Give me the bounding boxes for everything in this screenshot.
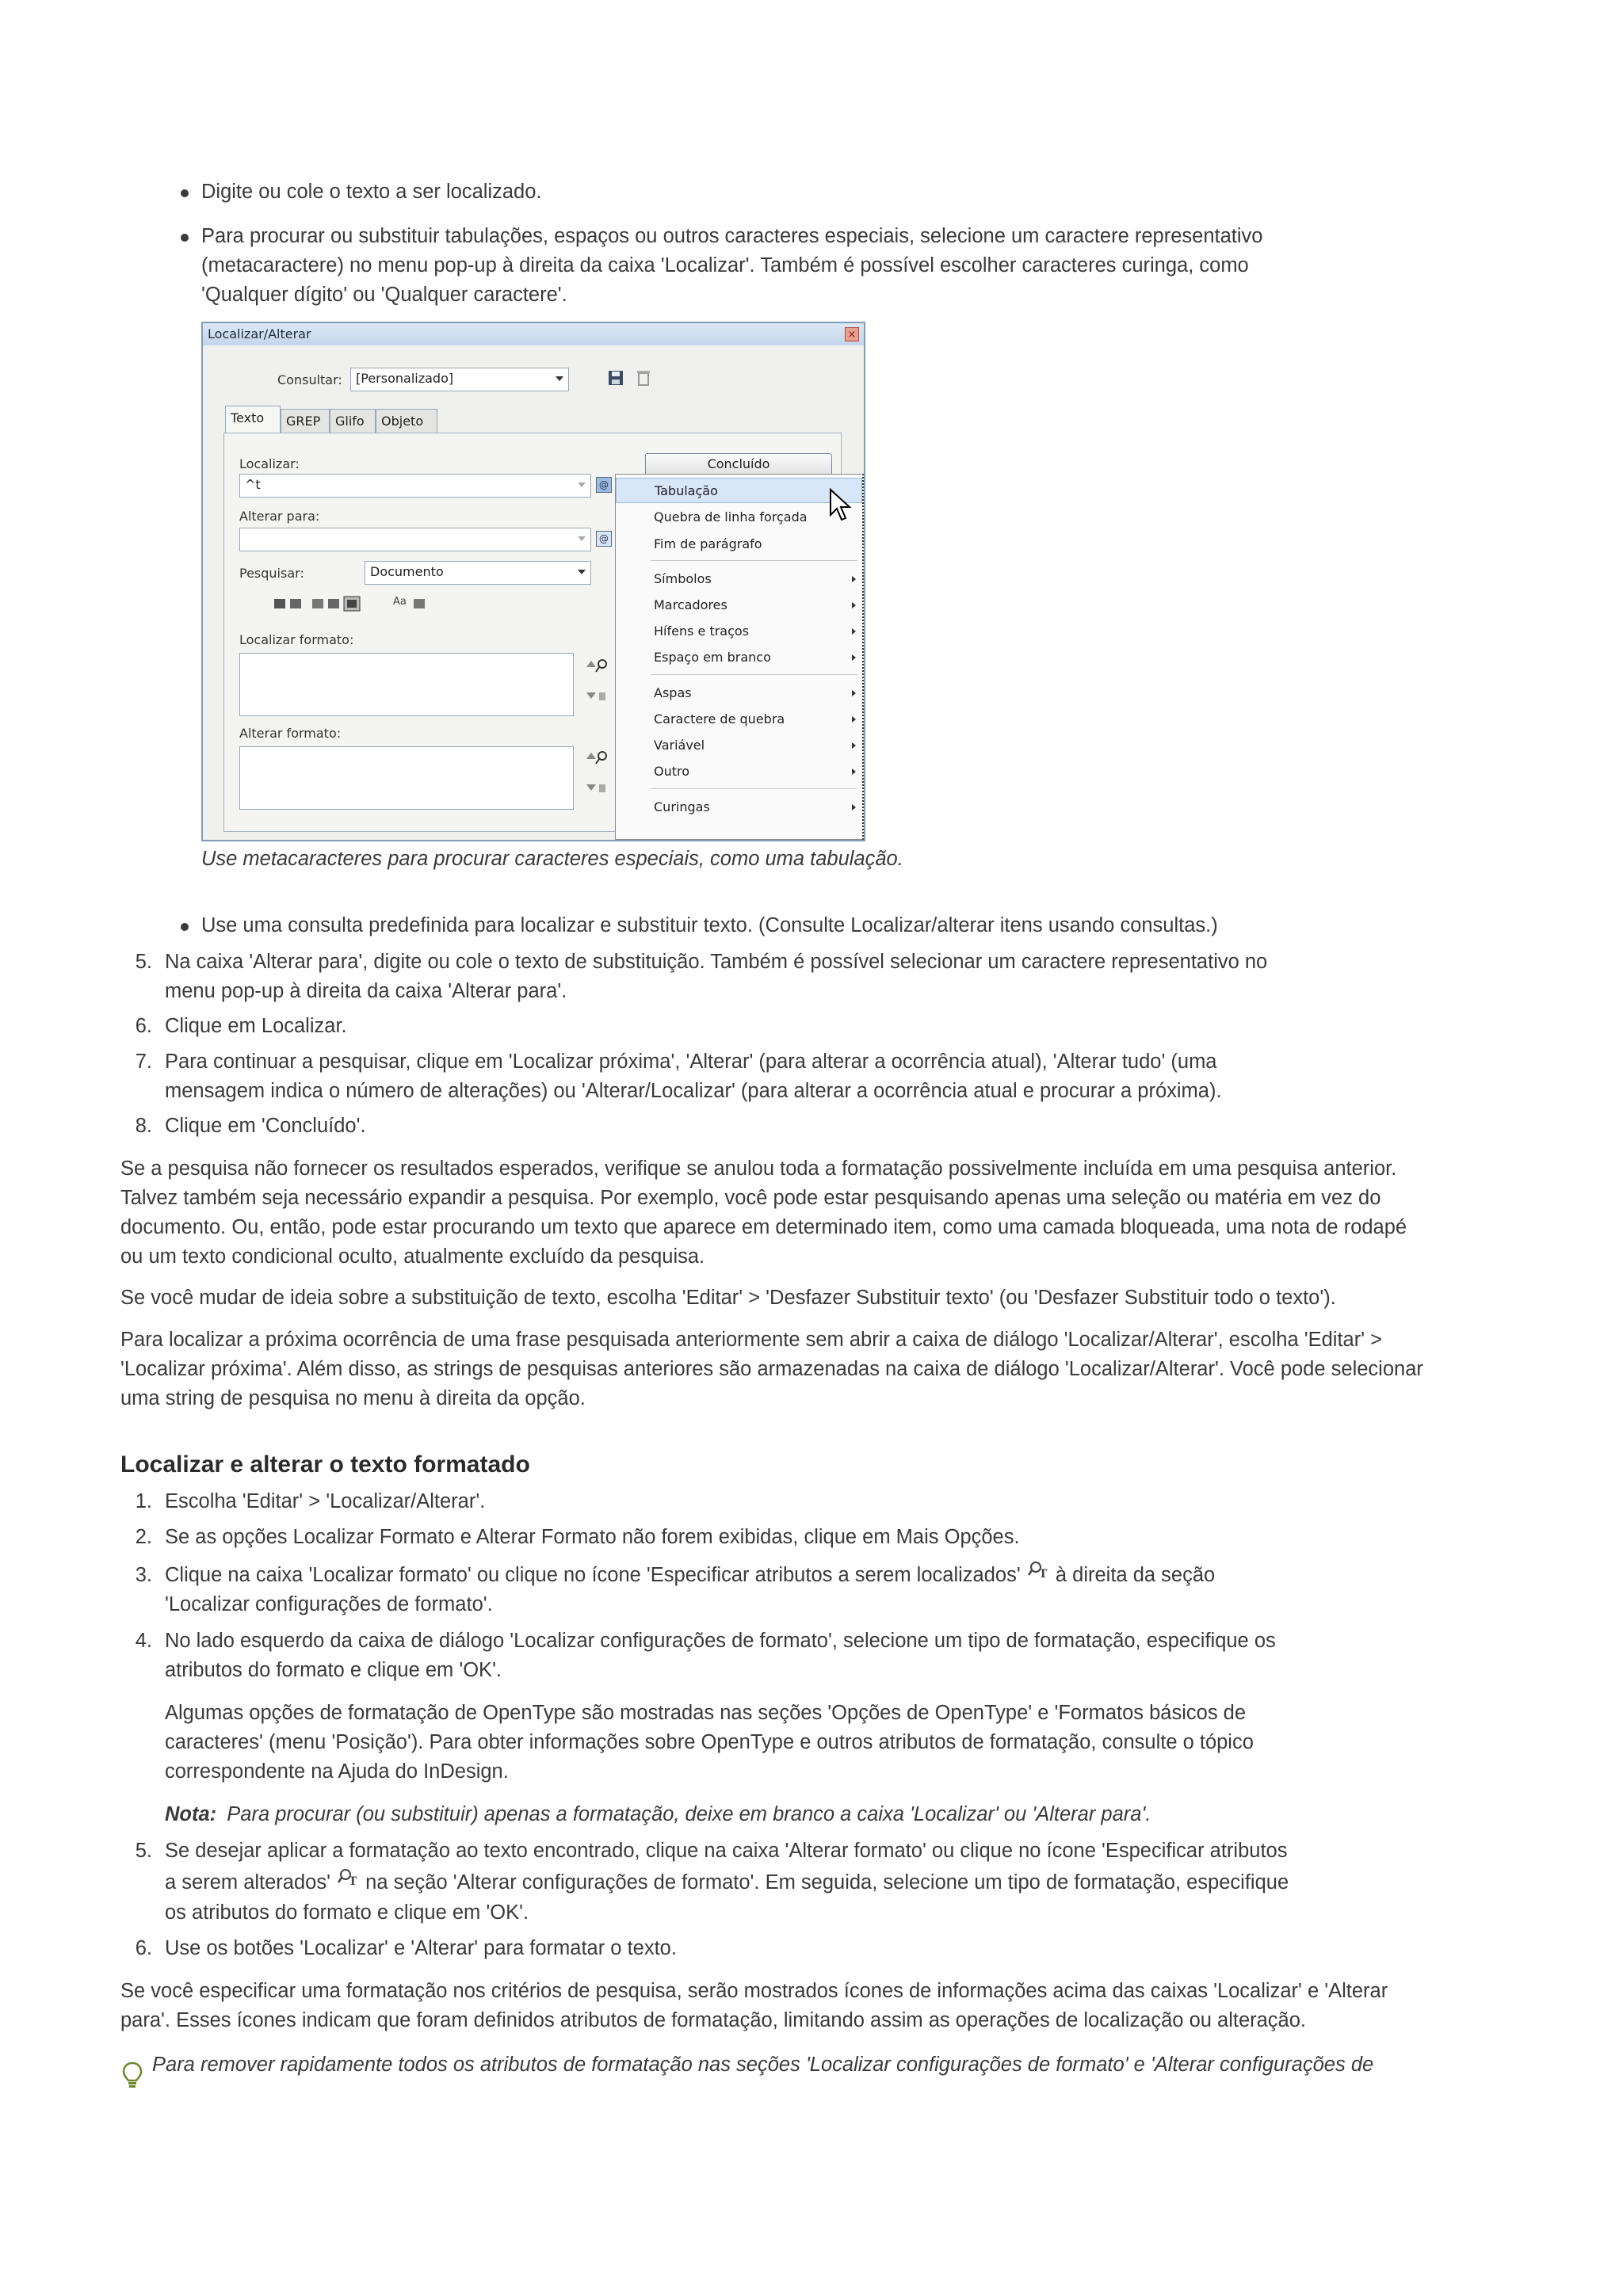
- step-number: 5.: [135, 1840, 152, 1862]
- special-chars-icon: @: [596, 477, 612, 493]
- step-text: menu pop-up à direita da caixa 'Alterar para'.: [165, 980, 567, 1002]
- chevron-right-icon: [852, 602, 856, 608]
- menu-item-curingas: [616, 795, 862, 820]
- step-number: 4.: [135, 1630, 152, 1652]
- step-text: No lado esquerdo da caixa de diálogo 'Localizar configurações de formato', selecione um tipo de formatação, especifique os: [165, 1630, 1276, 1652]
- menu-item-label: Marcadores: [654, 597, 727, 612]
- step-text: os atributos do formato e clique em 'OK'.: [165, 1901, 529, 1924]
- tab-objeto: Objeto: [376, 409, 437, 433]
- menu-item-label: Aspas: [654, 685, 692, 700]
- tab-texto: Texto: [225, 406, 281, 433]
- step-number: 3.: [135, 1564, 152, 1586]
- svg-text:T: T: [1038, 1568, 1048, 1581]
- chevron-right-icon: [852, 769, 856, 775]
- svg-text:T: T: [349, 1875, 357, 1889]
- trash-icon: [636, 369, 651, 387]
- tab-grep: GREP: [281, 409, 330, 433]
- menu-item-label: Caractere de quebra: [654, 711, 785, 727]
- paragraph-line: ou um texto condicional oculto, atualmente excluído da pesquisa.: [120, 1245, 705, 1268]
- step-text: mensagem indica o número de alterações) ou 'Alterar/Localizar' (para alterar a ocorrência atual e procurar a próxima).: [165, 1080, 1222, 1102]
- step-number: 1.: [135, 1490, 152, 1512]
- step-text: [165, 1868, 1289, 1897]
- note-body: Para procurar (ou substituir) apenas a formatação, deixe em branco a caixa 'Localizar' ou 'Alterar para'.: [227, 1803, 1151, 1825]
- paragraph-line: uma string de pesquisa no menu à direita da opção.: [120, 1387, 586, 1409]
- menu-separator: [651, 788, 857, 789]
- dialog-title: Localizar/Alterar: [203, 323, 864, 345]
- step-number: 8.: [135, 1115, 152, 1137]
- consultar-select: [350, 368, 569, 391]
- paragraph-line: Se a pesquisa não fornecer os resultados esperados, verifique se anulou toda a formatação possivelmente incluída em uma pesquisa anterior.: [120, 1158, 1397, 1180]
- chevron-right-icon: [852, 716, 856, 723]
- consultar-label: Consultar:: [277, 372, 342, 387]
- step-text: atributos do formato e clique em 'OK'.: [165, 1659, 502, 1681]
- change-format-icon: [336, 1867, 360, 1888]
- save-icon: [607, 369, 624, 387]
- case-sensitive-label: Aa: [393, 596, 407, 608]
- step-number: 6.: [135, 1937, 152, 1959]
- menu-item-caractere-quebra: [616, 707, 862, 732]
- menu-item-outro: [616, 759, 862, 784]
- bullet: [181, 923, 189, 931]
- note: [165, 1800, 1151, 1829]
- menu-item-label: Hífens e traços: [654, 624, 750, 639]
- chevron-right-icon: [852, 654, 856, 661]
- step-text: Se desejar aplicar a formatação ao texto encontrado, clique na caixa 'Alterar formato' ou clique no ícone 'Especificar atributos: [165, 1840, 1288, 1862]
- menu-item-aspas: [616, 681, 862, 706]
- step-paragraph: correspondente na Ajuda do InDesign.: [165, 1760, 509, 1783]
- menu-item-label: Espaço em branco: [654, 650, 771, 665]
- localizar-formato-label: Localizar formato:: [239, 632, 354, 647]
- bullet-text: Digite ou cole o texto a ser localizado.: [201, 181, 542, 203]
- bullet-text: Para procurar ou substituir tabulações, espaços ou outros caracteres especiais, selecione um caractere representativo: [201, 225, 1263, 247]
- step-text: [165, 1561, 1215, 1590]
- step-text: Na caixa 'Alterar para', digite ou cole o texto de substituição. Também é possível selecionar um caractere representativo no: [165, 951, 1268, 973]
- pesquisar-select: [365, 561, 591, 585]
- step-text-part: a serem alterados': [165, 1871, 330, 1894]
- section-heading: Localizar e alterar o texto formatado: [120, 1451, 530, 1478]
- localizar-formato-box: [239, 653, 574, 716]
- alterar-formato-label: Alterar formato:: [239, 726, 342, 741]
- chevron-down-icon: [578, 570, 586, 574]
- localizar-label: Localizar:: [239, 456, 300, 471]
- menu-item-fim-paragrafo: Fim de parágrafo: [654, 536, 762, 551]
- find-format-icon: [583, 656, 610, 711]
- find-change-dialog-screenshot: [201, 322, 865, 841]
- localizar-value: ^t: [245, 477, 261, 492]
- alterar-formato-box: [239, 746, 574, 810]
- menu-item-quebra-linha: Quebra de linha forçada: [654, 509, 808, 524]
- pesquisar-value: Documento: [370, 564, 444, 579]
- menu-separator: [651, 674, 857, 675]
- bullet-text: (metacaractere) no menu pop-up à direita da caixa 'Localizar'. Também é possível escolher caracteres curinga, como: [201, 254, 1249, 277]
- tip-text: Para remover rapidamente todos os atributos de formatação nas seções 'Localizar configurações de formato' e 'Alterar configurações de: [152, 2054, 1374, 2076]
- chevron-right-icon: [852, 742, 856, 749]
- menu-separator: [651, 560, 857, 561]
- chevron-right-icon: [852, 804, 856, 810]
- mouse-cursor-icon: [829, 488, 853, 523]
- menu-item-espaco: [616, 645, 862, 670]
- chevron-down-icon: [556, 376, 563, 381]
- menu-item-tabulacao: Tabulação: [616, 478, 862, 503]
- step-text: Para continuar a pesquisar, clique em 'Localizar próxima', 'Alterar' (para alterar a ocorrência atual), 'Alterar tudo' (uma: [165, 1051, 1217, 1073]
- bullet-text: 'Qualquer dígito' ou 'Qualquer caractere'.: [201, 284, 567, 306]
- menu-item-marcadores: [616, 593, 862, 618]
- bullet: [181, 234, 189, 242]
- paragraph-line: Se você mudar de ideia sobre a substituição de texto, escolha 'Editar' > 'Desfazer Substituir texto' (ou 'Desfazer Substituir todo o texto').: [120, 1287, 1336, 1309]
- paragraph-line: Talvez também seja necessário expandir a pesquisa. Por exemplo, você pode estar pesquisando apenas uma seleção ou matéria em vez do: [120, 1187, 1381, 1209]
- chevron-right-icon: [852, 576, 856, 582]
- step-number: 6.: [135, 1015, 152, 1037]
- menu-item-label: Outro: [654, 764, 690, 779]
- localizar-field: [239, 474, 591, 498]
- search-options-icons: [273, 594, 447, 613]
- paragraph-line: 'Localizar próxima'. Além disso, as strings de pesquisas anteriores são armazenadas na caixa de diálogo 'Localizar/Alterar'. Você pode selecionar: [120, 1358, 1423, 1380]
- paragraph-line: Se você especificar uma formatação nos critérios de pesquisa, serão mostrados ícones de informações acima das caixas 'Localizar' e 'Alterar: [120, 1980, 1388, 2002]
- step-text: Se as opções Localizar Formato e Alterar Formato não forem exibidas, clique em Mais Opções.: [165, 1526, 1020, 1548]
- find-format-icon: [1026, 1560, 1050, 1581]
- change-format-icon: [583, 748, 610, 803]
- metacharacter-menu: [615, 474, 864, 840]
- note-label: Nota:: [165, 1803, 217, 1825]
- step-text: Use os botões 'Localizar' e 'Alterar' para formatar o texto.: [165, 1937, 677, 1959]
- menu-item-label: Símbolos: [654, 571, 712, 586]
- consultar-value: [Personalizado]: [356, 371, 454, 386]
- menu-item-simbolos: [616, 566, 862, 592]
- paragraph-line: documento. Ou, então, pode estar procurando um texto que aparece em determinado item, como uma camada bloqueada, uma nota de rodapé: [120, 1216, 1407, 1238]
- step-text-part: Clique na caixa 'Localizar formato' ou clique no ícone 'Especificar atributos a serem localizados': [165, 1564, 1021, 1586]
- step-number: 5.: [135, 951, 152, 973]
- chevron-down-icon: [578, 482, 586, 487]
- pesquisar-label: Pesquisar:: [239, 566, 304, 581]
- tab-glifo: Glifo: [330, 409, 376, 433]
- paragraph-line: Para localizar a próxima ocorrência de uma frase pesquisada anteriormente sem abrir a caixa de diálogo 'Localizar/Alterar', escolha 'Editar' >: [120, 1329, 1383, 1351]
- chevron-right-icon: [852, 690, 856, 696]
- step-text: Clique em Localizar.: [165, 1015, 347, 1037]
- step-text: Escolha 'Editar' > 'Localizar/Alterar'.: [165, 1490, 486, 1512]
- alterar-para-label: Alterar para:: [239, 509, 320, 524]
- chevron-right-icon: [852, 628, 856, 635]
- step-text: Clique em 'Concluído'.: [165, 1115, 366, 1137]
- step-number: 7.: [135, 1051, 152, 1073]
- lightbulb-icon: [122, 2061, 143, 2088]
- alterar-para-field: [239, 528, 591, 551]
- menu-item-hifens: [616, 619, 862, 644]
- step-text: 'Localizar configurações de formato'.: [165, 1593, 493, 1615]
- paragraph-line: para'. Esses ícones indicam que foram definidos atributos de formatação, limitando assim as operações de localização ou alteração.: [120, 2009, 1307, 2031]
- step-paragraph: Algumas opções de formatação de OpenType são mostradas nas seções 'Opções de OpenType' e 'Formatos básicos de: [165, 1702, 1247, 1724]
- menu-item-variavel: [616, 733, 862, 758]
- figure-caption: Use metacaracteres para procurar caracteres especiais, como uma tabulação.: [201, 848, 903, 870]
- special-chars-icon: @: [596, 531, 612, 547]
- step-paragraph: caracteres' (menu 'Posição'). Para obter informações sobre OpenType e outros atributos de formatação, consulte o tópico: [165, 1731, 1254, 1753]
- bullet-text: Use uma consulta predefinida para localizar e substituir texto. (Consulte Localizar/alterar itens usando consultas.): [201, 914, 1218, 936]
- chevron-down-icon: [578, 536, 586, 541]
- bullet: [181, 189, 189, 197]
- step-text-part: à direita da seção: [1055, 1564, 1216, 1586]
- step-text-part: na seção 'Alterar configurações de formato'. Em seguida, selecione um tipo de formatação, especifique: [365, 1871, 1289, 1894]
- step-number: 2.: [135, 1526, 152, 1548]
- close-icon: ×: [845, 327, 859, 341]
- menu-item-label: Variável: [654, 738, 705, 753]
- menu-item-label: Curingas: [654, 799, 710, 814]
- concluido-button: Concluído: [645, 453, 832, 475]
